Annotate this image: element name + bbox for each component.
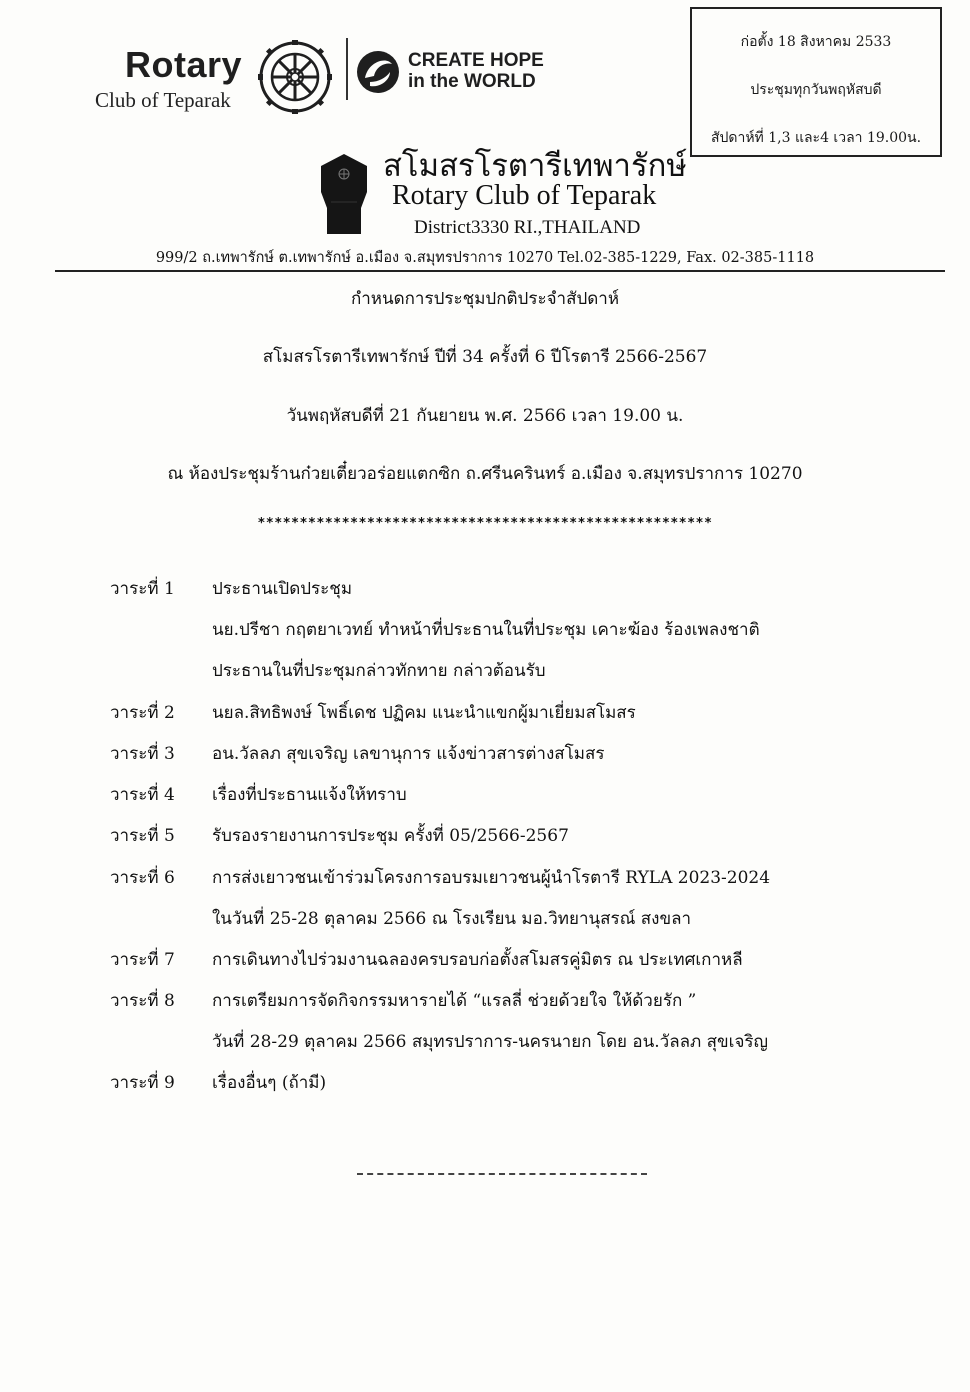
agenda-text: นยล.สิทธิพงษ์ โพธิ์เดช ปฏิคม แนะนำแขกผู้มาเยี่ยมสโมสร xyxy=(212,703,636,723)
agenda-text: การเตรียมการจัดกิจกรรมหารายได้ “แรลลี่ ช่วยด้วยใจ ให้ด้วยรัก ” xyxy=(212,991,697,1011)
club-name-thai: สโมสรโรตารีเทพารักษ์ xyxy=(383,148,687,184)
founded-date: ก่อตั้ง 18 สิงหาคม 2533 xyxy=(740,34,892,50)
agenda-text: วันที่ 28-29 ตุลาคม 2566 สมุทรปราการ-นครนายก โดย อน.วัลลภ สุขเจริญ xyxy=(212,1032,769,1052)
meeting-date: วันพฤหัสบดีที่ 21 กันยายน พ.ศ. 2566 เวลา 19.00 น. xyxy=(286,406,684,426)
agenda-label: วาระที่ 7 xyxy=(110,950,175,970)
agenda-label: วาระที่ 6 xyxy=(110,868,175,888)
agenda-label: วาระที่ 2 xyxy=(110,703,175,723)
agenda-label: วาระที่ 4 xyxy=(110,785,175,805)
create-hope-logo xyxy=(356,44,556,100)
club-address: 999/2 ถ.เทพารักษ์ ต.เทพารักษ์ อ.เมือง จ.สมุทรปราการ 10270 Tel.02-385-1229, Fax. 02-385-1118 xyxy=(155,250,815,266)
slogan-line-2: in the WORLD xyxy=(408,71,536,92)
create-hope-swirl-icon xyxy=(356,44,404,100)
agenda-text: ประธานเปิดประชุม xyxy=(212,579,353,599)
rotary-club-logo xyxy=(95,40,345,115)
agenda-text: รับรองรายงานการประชุม ครั้งที่ 05/2566-2567 xyxy=(212,826,569,846)
agenda-label: วาระที่ 9 xyxy=(110,1073,175,1093)
agenda-text: ในวันที่ 25-28 ตุลาคม 2566 ณ โรงเรียน มอ.วิทยานุสรณ์ สงขลา xyxy=(212,909,692,929)
agenda-label: วาระที่ 3 xyxy=(110,744,175,764)
rotary-wheel-icon xyxy=(258,40,332,114)
agenda-label: วาระที่ 1 xyxy=(110,579,175,599)
rotary-wordmark: Rotary xyxy=(125,44,243,85)
meeting-session: สโมสรโรตารีเทพารักษ์ ปีที่ 34 ครั้งที่ 6 ปีโรตารี 2566-2567 xyxy=(262,347,708,367)
end-divider xyxy=(357,1173,647,1175)
rotary-club-subtitle: Club of Teparak xyxy=(95,88,231,112)
slogan-line-1: CREATE HOPE xyxy=(408,50,544,71)
logo-divider xyxy=(346,38,348,100)
club-emblem-icon xyxy=(317,152,371,236)
meeting-venue: ณ ห้องประชุมร้านก๋วยเตี๋ยวอร่อยแตกซิก ถ.ศรีนครินทร์ อ.เมือง จ.สมุทรปราการ 10270 xyxy=(167,464,803,484)
agenda-text: การเดินทางไปร่วมงานฉลองครบรอบก่อตั้งสโมสรคู่มิตร ณ ประเทศเกาหลี xyxy=(212,950,743,970)
meeting-day: ประชุมทุกวันพฤหัสบดี xyxy=(750,82,882,98)
agenda-text: เรื่องอื่นๆ (ถ้ามี) xyxy=(212,1073,327,1093)
agenda-text: การส่งเยาวชนเข้าร่วมโครงการอบรมเยาวชนผู้นำโรตารี RYLA 2023-2024 xyxy=(212,868,771,888)
club-info-box xyxy=(690,7,942,157)
agenda-text: อน.วัลลภ สุขเจริญ เลขานุการ แจ้งข่าวสารต่างสโมสร xyxy=(212,744,605,764)
meeting-weeks: สัปดาห์ที่ 1,3 และ4 เวลา 19.00น. xyxy=(710,130,922,146)
agenda-text: นย.ปรีชา กฤตยาเวทย์ ทำหน้าที่ประธานในที่ประชุม เคาะฆ้อง ร้องเพลงชาติ xyxy=(212,620,760,640)
meeting-title: กำหนดการประชุมปกติประจำสัปดาห์ xyxy=(350,289,620,309)
club-name-english: Rotary Club of Teparak xyxy=(392,180,657,211)
agenda-text: ประธานในที่ประชุมกล่าวทักทาย กล่าวต้อนรับ xyxy=(212,661,546,681)
club-district: District3330 RI.,THAILAND xyxy=(414,217,641,238)
asterisk-separator: ****************************************************** xyxy=(257,516,713,531)
header-divider xyxy=(55,270,945,272)
agenda-text: เรื่องที่ประธานแจ้งให้ทราบ xyxy=(212,785,407,805)
agenda-label: วาระที่ 8 xyxy=(110,991,175,1011)
agenda-label: วาระที่ 5 xyxy=(110,826,175,846)
